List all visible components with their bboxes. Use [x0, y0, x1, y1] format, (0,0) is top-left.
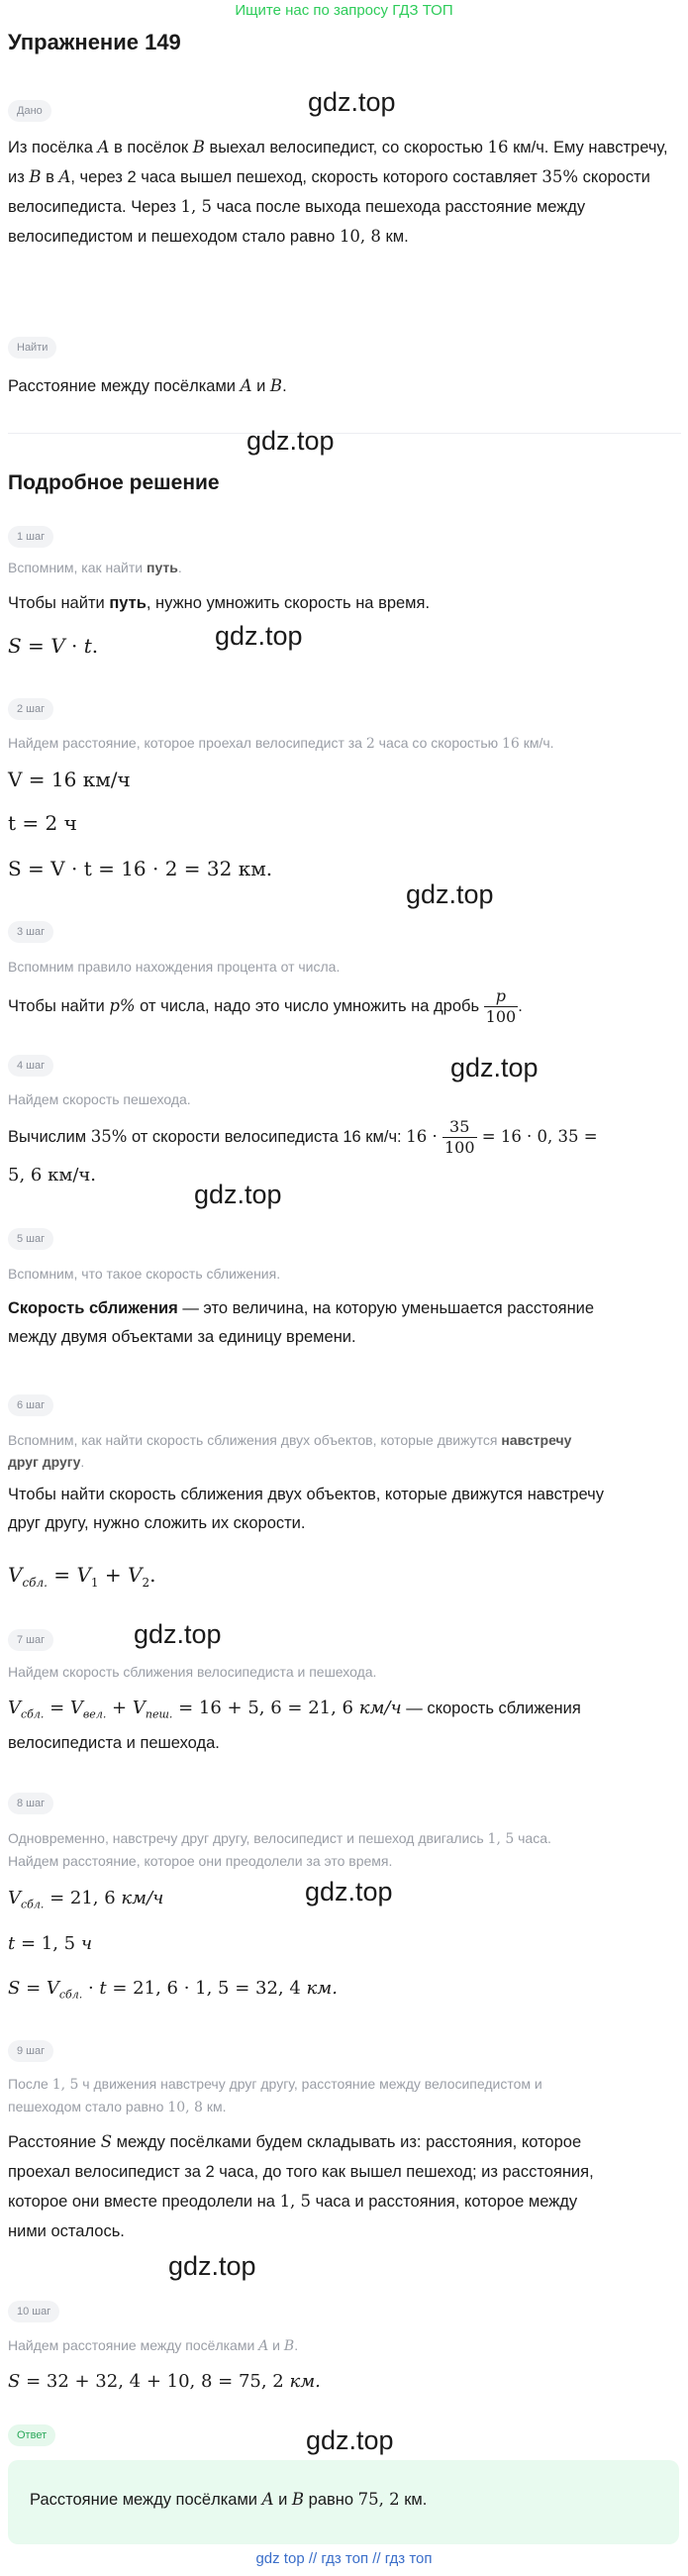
step-7-hint: Найдем скорость сближения велосипедиста и пешехода. — [8, 1664, 377, 1680]
step-2-hint: Найдем расстояние, которое проехал велосипедист за 2 часа со скоростью 16 км/ч. — [8, 735, 554, 752]
find-text: Расстояние между посёлками A и B. — [8, 376, 287, 395]
step-7-chip: 7 шаг — [8, 1629, 53, 1651]
step-1-hint: Вспомним, как найти путь. — [8, 560, 182, 575]
divider — [8, 433, 681, 434]
watermark: gdz.top — [168, 2251, 256, 2281]
step-4-chip: 4 шаг — [8, 1055, 53, 1077]
watermark: gdz.top — [450, 1053, 539, 1082]
watermark: gdz.top — [306, 2425, 394, 2455]
step-6-chip: 6 шаг — [8, 1394, 53, 1416]
step-8-formula-t: t = 1, 5 ч — [8, 1933, 93, 1954]
step-4-text: Вычислим 35% от скорости велосипедиста 16 км/ч: 16 · $\frac{35}{100}$ = 16 · 0, 35 = — [8, 1117, 598, 1157]
step-2-formula-v: V = 16 км/ч — [8, 768, 131, 791]
step-8-formula-v: $V_{сбл.} = 21$, 6 км/ч — [8, 1888, 164, 1911]
step-9-hint: После 1, 5 ч движения навстречу друг другу, расстояние между велосипедистом и пешеходом стало равно 10, 8 км. — [8, 2076, 542, 2115]
answer-chip: Ответ — [8, 2424, 55, 2446]
answer-text: Расстояние между посёлками A и B равно 75, 2 км. — [30, 2490, 428, 2509]
step-10-formula: S = 32 + 32, 4 + 10, 8 = 75, 2 км. — [8, 2371, 321, 2392]
fraction: $\frac{p}{100}$ — [485, 986, 517, 1026]
step-3-text: Чтобы найти p% от числа, надо это число умножить на дробь $\frac{p}{100}$ . — [8, 986, 523, 1026]
watermark: gdz.top — [194, 1180, 282, 1209]
step-8-chip: 8 шаг — [8, 1793, 53, 1814]
step-8-formula-s: $S = V_{сбл.} \cdot t = 21$, 6 · 1, 5 = 32, 4 км. — [8, 1978, 338, 2002]
step-9-text: Расстояние S между посёлками будем складывать из: расстояния, которое проехал велосипедист за 2 часа, до того как вышел пешеход; из расстояния, которое они вместе преодолели на 1, 5 часа и расстояния, которое между ними осталось. — [8, 2132, 594, 2240]
step-3-chip: 3 шаг — [8, 921, 53, 943]
solution-title: Подробное решение — [8, 471, 220, 494]
given-text: Из посёлка A в посёлок B выехал велосипедист, со скоростью 16 км/ч. Ему навстречу, из B в A, через 2 часа вышел пешеход, скорость которого составляет 35% скорости велосипедиста. Через 1, 5 часа после выхода пешехода расстояние между велосипедистом и пешеходом стало равно 10, 8 км. — [8, 138, 668, 246]
search-hint-link[interactable]: Ищите нас по запросу ГДЗ ТОП — [235, 2, 453, 19]
step-8-hint: Одновременно, навстречу друг другу, велосипедист и пешеход двигались 1, 5 часа. Найдем расстояние, которое они преодолели за это время. — [8, 1830, 551, 1869]
step-10-hint: Найдем расстояние между посёлками A и B. — [8, 2337, 299, 2354]
step-4-result: 5, 6 км/ч. — [8, 1165, 97, 1185]
step-2-formula-t: t = 2 ч — [8, 811, 77, 835]
step-7-text: $V_{сбл.} = V_{вел.} + V_{пеш.} = 16 + 5$, 6 = 21, 6 км/ч — скорость сближения велосипедиста и пешехода. — [8, 1698, 581, 1752]
find-chip: Найти — [8, 337, 56, 359]
step-2-formula-s: S = V · t = 16 · 2 = 32 км. — [8, 857, 273, 880]
page-title: Упражнение 149 — [8, 30, 181, 54]
watermark: gdz.top — [134, 1619, 222, 1649]
step-6-text: Чтобы найти скорость сближения двух объектов, которые движутся навстречу друг другу, нужно сложить их скорости. — [8, 1486, 605, 1532]
step-4-hint: Найдем скорость пешехода. — [8, 1091, 191, 1107]
footer-links[interactable]: gdz top // гдз топ // гдз топ — [255, 2550, 433, 2567]
step-6-formula: $V_{сбл.} = V_1 + V_2$. — [8, 1563, 156, 1590]
watermark: gdz.top — [215, 621, 303, 651]
watermark: gdz.top — [305, 1877, 393, 1906]
step-5-hint: Вспомним, что такое скорость сближения. — [8, 1266, 281, 1282]
watermark: gdz.top — [246, 426, 335, 456]
step-2-chip: 2 шаг — [8, 698, 53, 720]
step-1-formula: S = V · t. — [8, 634, 99, 658]
given-chip: Дано — [8, 100, 51, 122]
step-5-text: Скорость сближения — это величина, на которую уменьшается расстояние между двумя объектами за единицу времени. — [8, 1299, 595, 1346]
watermark: gdz.top — [406, 879, 494, 909]
step-3-hint: Вспомним правило нахождения процента от числа. — [8, 959, 341, 975]
watermark: gdz.top — [308, 87, 396, 117]
step-1-text: Чтобы найти путь, нужно умножить скорость на время. — [8, 594, 431, 612]
step-9-chip: 9 шаг — [8, 2040, 53, 2062]
step-10-chip: 10 шаг — [8, 2301, 59, 2322]
fraction: $\frac{35}{100}$ — [443, 1117, 475, 1157]
step-5-chip: 5 шаг — [8, 1228, 53, 1250]
step-1-chip: 1 шаг — [8, 526, 53, 548]
step-6-hint: Вспомним, как найти скорость сближения двух объектов, которые движутся навстречу друг другу. — [8, 1432, 572, 1470]
